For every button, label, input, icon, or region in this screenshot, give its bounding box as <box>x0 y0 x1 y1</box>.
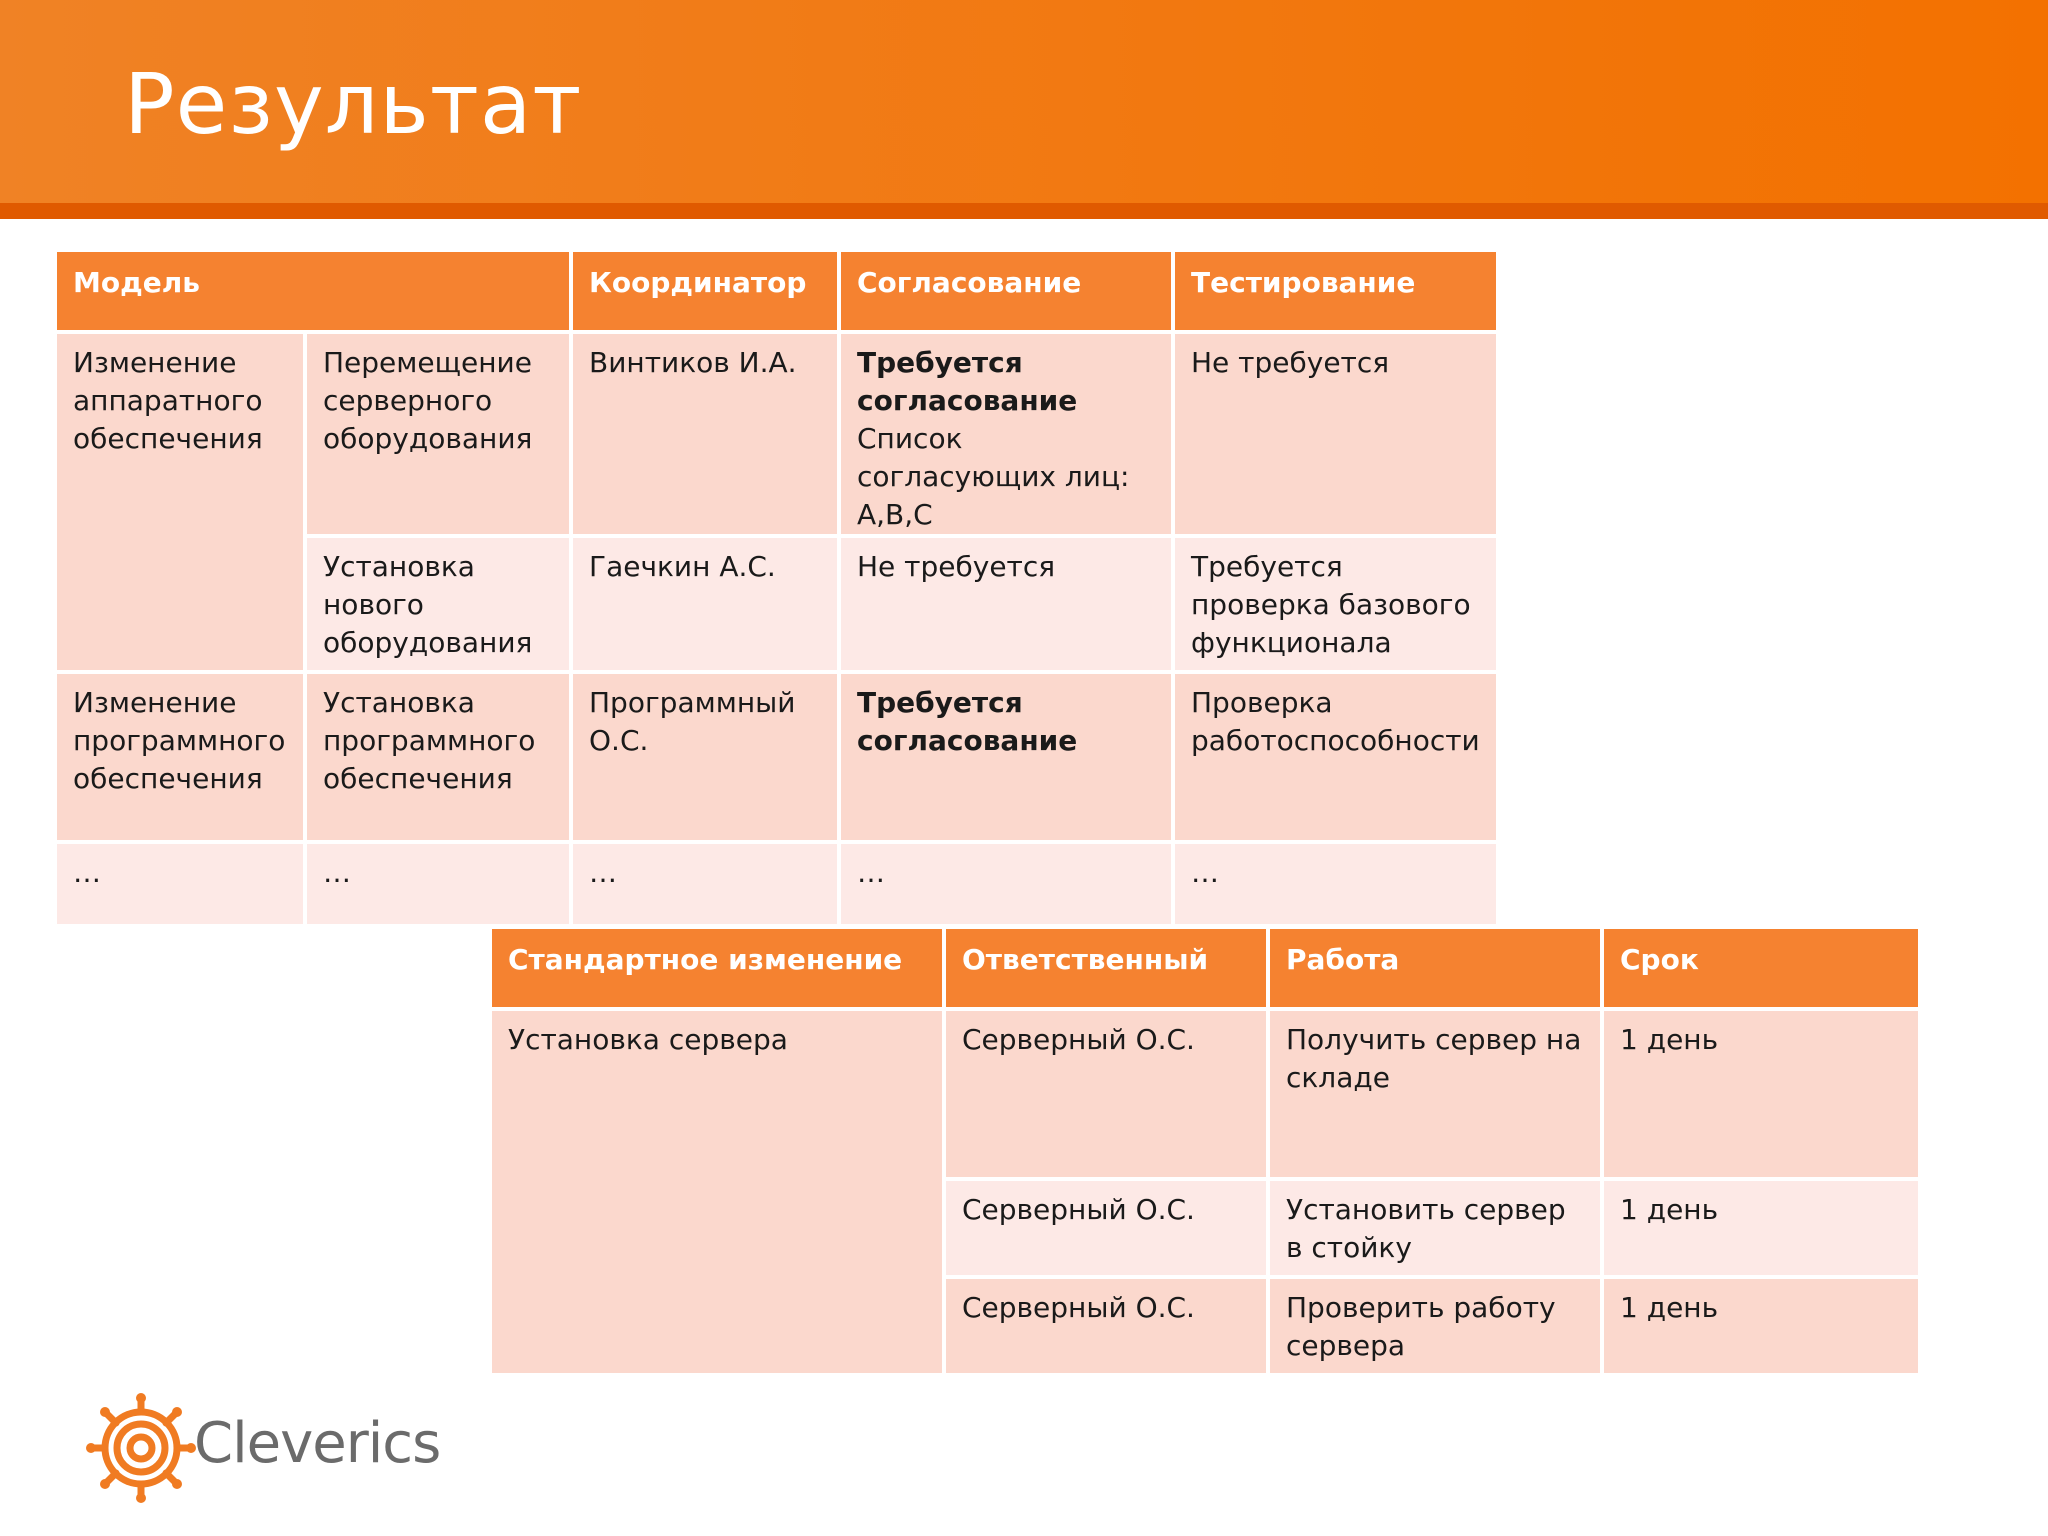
header-model: Модель <box>57 252 569 330</box>
table-row <box>57 334 1496 534</box>
cell-term: 1 день <box>1604 1279 1918 1373</box>
cell-testing: Не требуется <box>1175 334 1496 534</box>
cell-responsible: Серверный О.С. <box>946 1181 1266 1275</box>
cell-testing: … <box>1175 844 1496 924</box>
cell-term: 1 день <box>1604 1181 1918 1275</box>
header-term: Срок <box>1604 929 1918 1007</box>
header-stripe <box>0 203 2048 219</box>
approval-required: Требуется согласование <box>857 346 1078 417</box>
slide-title: Результат <box>124 55 583 153</box>
logo-text: Cleverics <box>194 1411 441 1476</box>
approval-note: Список согласующих лиц: A,B,C <box>857 422 1130 531</box>
table-row <box>57 844 1496 924</box>
cleverics-logo <box>86 1392 446 1504</box>
header-responsible: Ответственный <box>946 929 1266 1007</box>
header-coordinator: Координатор <box>573 252 837 330</box>
cell-coordinator: Винтиков И.А. <box>573 334 837 534</box>
cell-responsible: Серверный О.С. <box>946 1011 1266 1177</box>
cell-term: 1 день <box>1604 1011 1918 1177</box>
cell-change: Установка сервера <box>492 1011 942 1373</box>
header-approval: Согласование <box>841 252 1171 330</box>
cell-work: Проверить работу сервера <box>1270 1279 1600 1373</box>
cell-submodel: Перемещение серверного оборудования <box>307 334 569 534</box>
model-table <box>53 248 1500 928</box>
table-header-row <box>57 252 1496 330</box>
table-row <box>492 1011 1918 1177</box>
cell-approval: Требуется согласование <box>841 674 1171 840</box>
ships-wheel-icon <box>86 1392 196 1504</box>
header-standard-change: Стандартное изменение <box>492 929 942 1007</box>
header-work: Работа <box>1270 929 1600 1007</box>
cell-coordinator: … <box>573 844 837 924</box>
cell-submodel: … <box>307 844 569 924</box>
cell-approval <box>841 334 1171 534</box>
cell-coordinator: Программный О.С. <box>573 674 837 840</box>
cell-work: Получить сервер на складе <box>1270 1011 1600 1177</box>
header-testing: Тестирование <box>1175 252 1496 330</box>
table-header-row <box>492 929 1918 1007</box>
cell-testing: Требуется проверка базового функционала <box>1175 538 1496 670</box>
cell-submodel: Установка программного обеспечения <box>307 674 569 840</box>
standard-change-table <box>488 925 1922 1377</box>
cell-model: Изменение аппаратного обеспечения <box>57 334 303 670</box>
table-row <box>57 674 1496 840</box>
cell-model: Изменение программного обеспечения <box>57 674 303 840</box>
cell-work: Установить сервер в стойку <box>1270 1181 1600 1275</box>
cell-submodel: Установка нового оборудования <box>307 538 569 670</box>
cell-responsible: Серверный О.С. <box>946 1279 1266 1373</box>
cell-approval: Не требуется <box>841 538 1171 670</box>
cell-coordinator: Гаечкин А.С. <box>573 538 837 670</box>
cell-testing: Проверка работоспособности <box>1175 674 1496 840</box>
cell-approval: … <box>841 844 1171 924</box>
cell-model: … <box>57 844 303 924</box>
